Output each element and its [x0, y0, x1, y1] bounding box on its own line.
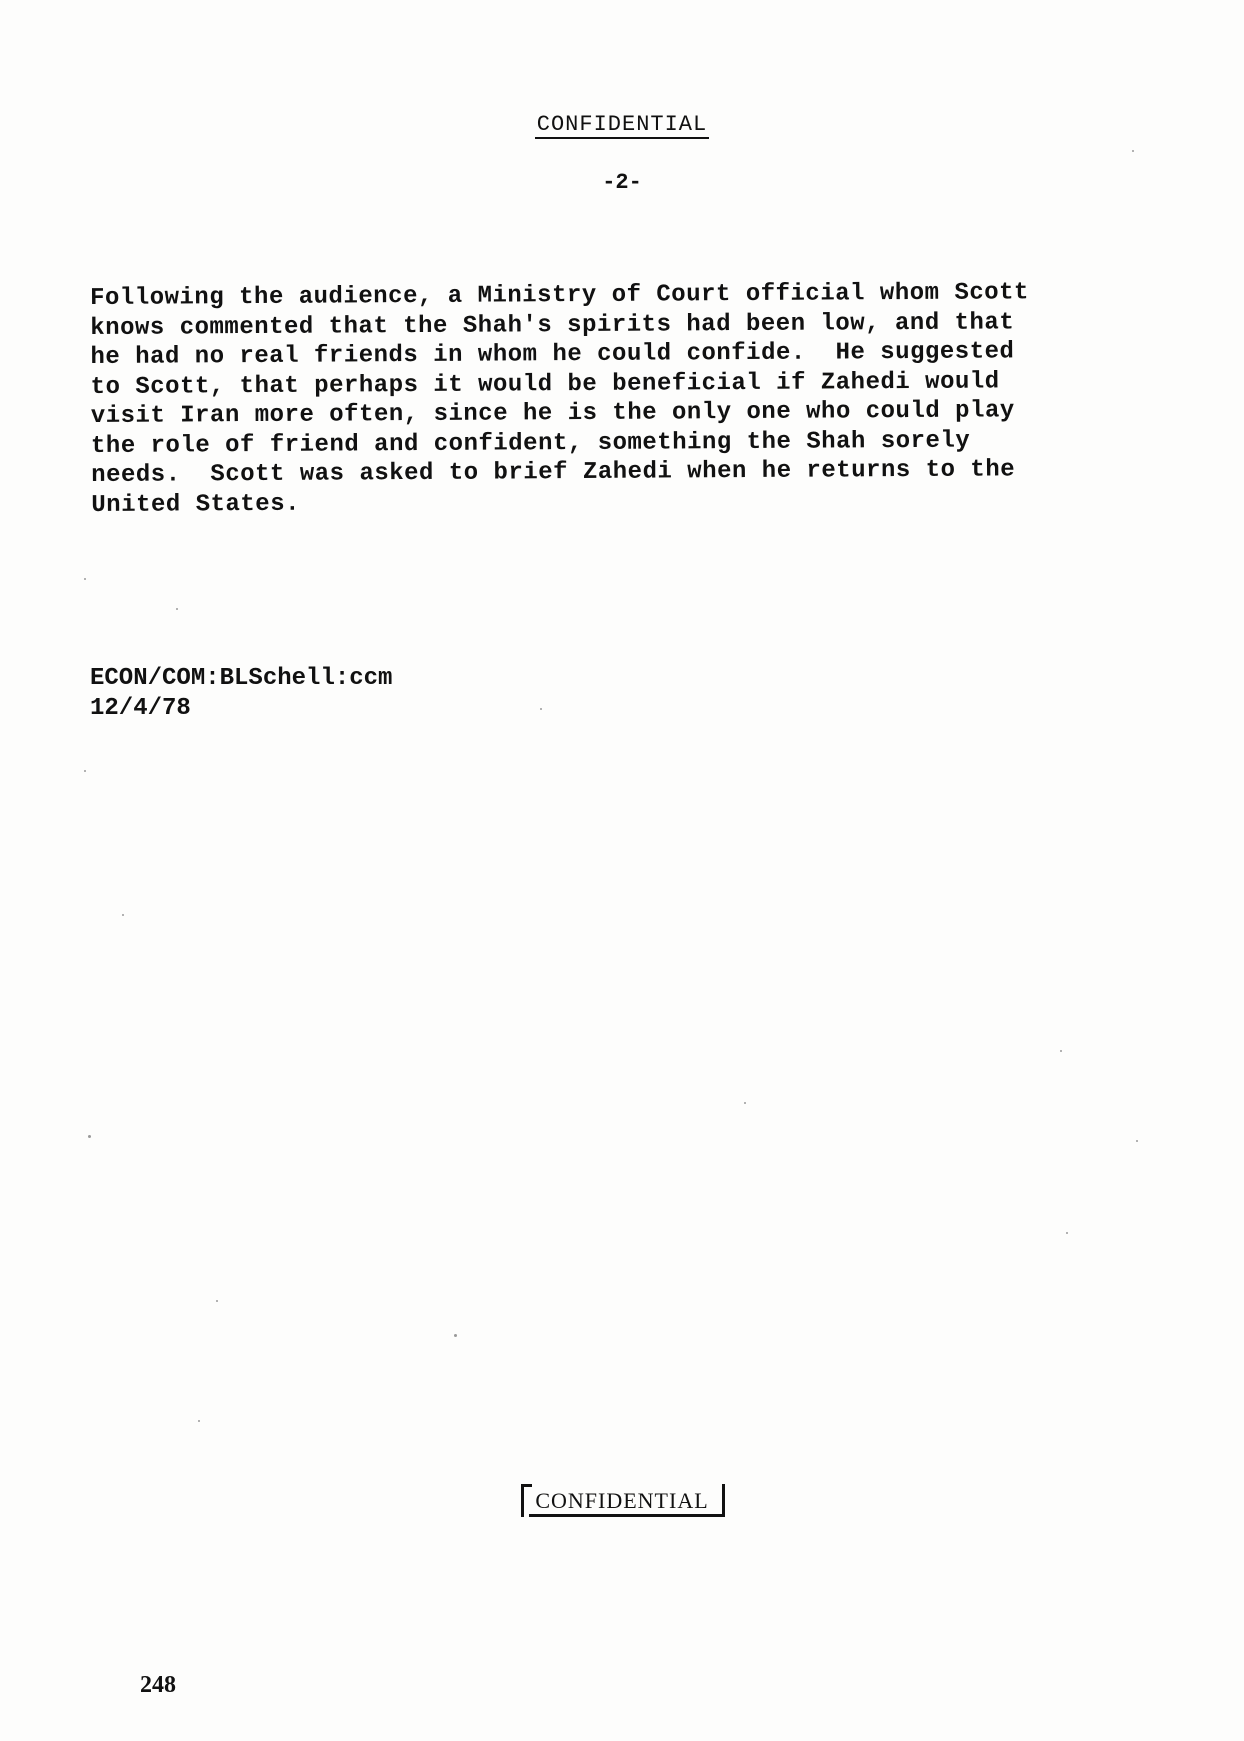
body-line: he had no real friends in whom he could confide. He suggested	[90, 338, 1015, 371]
classification-top-text: CONFIDENTIAL	[536, 112, 708, 137]
scan-speck	[88, 1135, 91, 1138]
scan-speck	[84, 770, 86, 772]
scan-speck	[216, 1300, 218, 1302]
scan-speck	[540, 708, 542, 710]
scan-speck	[1066, 1232, 1068, 1234]
scan-speck	[744, 1102, 746, 1104]
body-line: needs. Scott was asked to brief Zahedi when he returns to the	[91, 456, 1016, 489]
scan-speck	[84, 578, 86, 580]
drafting-reference	[90, 664, 392, 724]
body-paragraph	[90, 277, 1181, 520]
scan-speck	[176, 608, 178, 610]
drafter-line: ECON/COM:BLSchell:ccm	[90, 665, 393, 692]
folio-number: 248	[140, 1672, 176, 1698]
scan-speck	[1132, 150, 1134, 152]
scan-speck	[1060, 1050, 1062, 1052]
body-line: visit Iran more often, since he is the only one who could play	[90, 397, 1015, 430]
page-number: -2-	[602, 170, 642, 195]
classification-marking-bottom	[0, 1488, 1244, 1517]
body-line: knows commented that the Shah's spirits had been low, and that	[90, 308, 1015, 342]
body-line: Following the audience, a Ministry of Court official whom Scott	[90, 279, 1030, 312]
classification-marking-top	[0, 112, 1244, 137]
draft-date: 12/4/78	[90, 695, 191, 722]
stamp-bracket-left-icon	[521, 1484, 532, 1517]
stamp-bracket-right-icon	[714, 1484, 725, 1517]
classification-stamp	[529, 1488, 714, 1517]
scan-speck	[1136, 1140, 1138, 1142]
scan-speck	[122, 914, 124, 916]
scan-speck	[198, 1420, 200, 1422]
body-line: the role of friend and confident, something the Shah sorely	[90, 427, 971, 460]
body-line: United States.	[91, 490, 301, 519]
scan-speck	[454, 1334, 457, 1337]
classification-bottom-text: CONFIDENTIAL	[535, 1488, 709, 1513]
body-line: to Scott, that perhaps it would be beneficial if Zahedi would	[90, 367, 1000, 401]
